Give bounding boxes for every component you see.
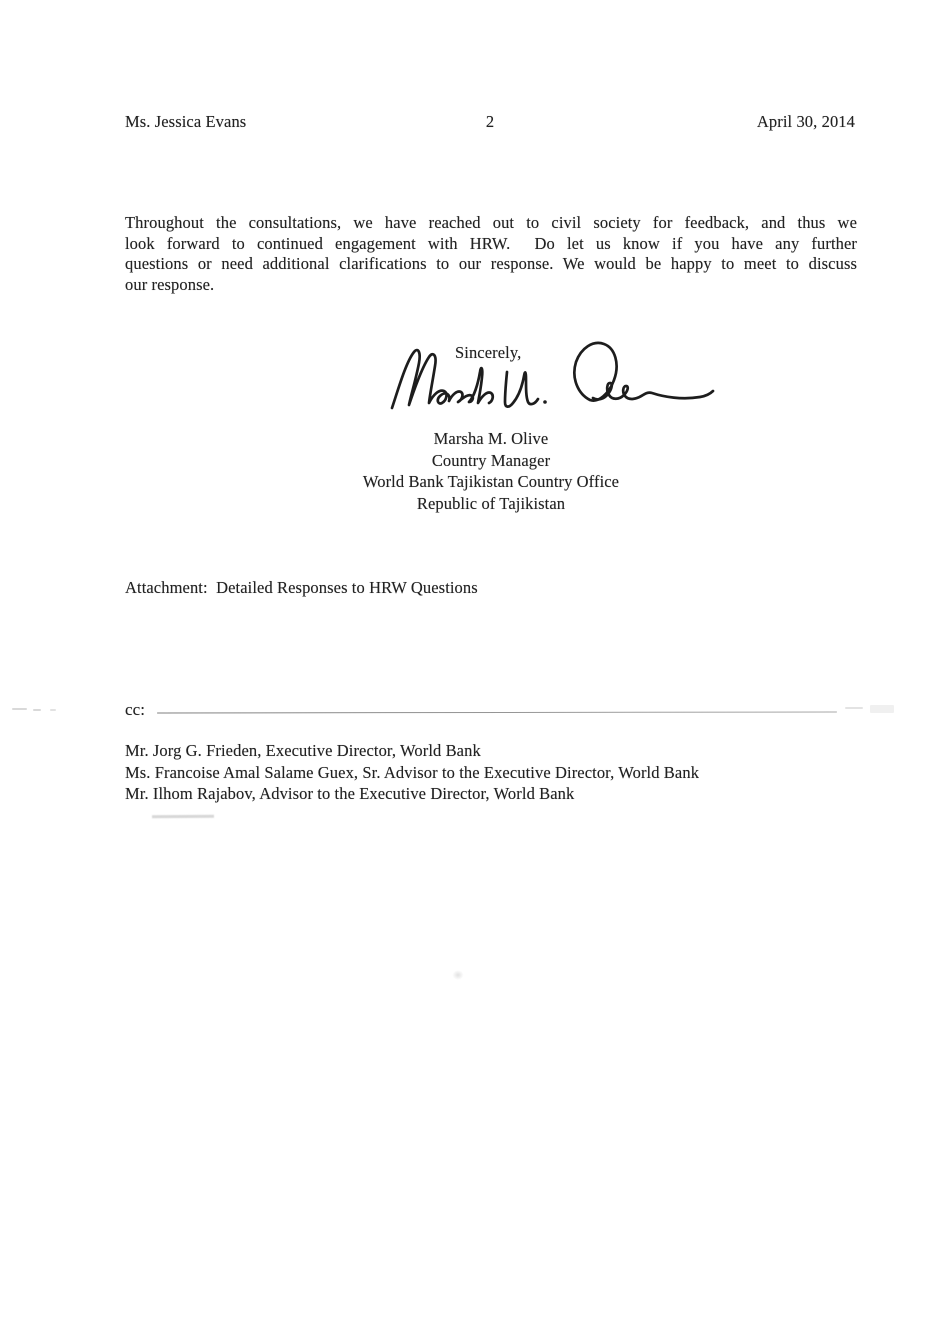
cc-recipient: Mr. Ilhom Rajabov, Advisor to the Executive Director, World Bank	[125, 784, 575, 804]
signer-office: World Bank Tajikistan Country Office	[362, 472, 620, 492]
cc-recipient: Mr. Jorg G. Frieden, Executive Director, World Bank	[125, 741, 481, 760]
attachment-line: Attachment: Detailed Responses to HRW Questions	[125, 578, 478, 597]
signer-title: Country Manager	[431, 450, 551, 470]
scan-artifact-left	[12, 708, 27, 710]
scan-artifact-left	[50, 709, 56, 711]
scan-speck	[450, 968, 466, 982]
body-paragraph	[125, 213, 857, 295]
body-line-2: look forward to continued engagement with HRW. Do let us know if you have any further	[125, 233, 857, 253]
closing-salutation: Sincerely,	[455, 343, 522, 362]
scan-artifact-left	[33, 709, 41, 711]
cc-horizontal-rule	[157, 712, 837, 714]
signature-block	[325, 428, 657, 514]
body-line-1: Throughout the consultations, we have reached out to civil society for feedback, and thus we	[125, 213, 857, 232]
page-header	[125, 112, 855, 134]
signer-name: Marsha M. Olive	[433, 429, 549, 448]
cc-recipient-list	[125, 740, 885, 805]
handwritten-signature	[388, 340, 718, 424]
scan-artifact-right	[845, 707, 863, 709]
body-line-3: questions or need additional clarifications to our response. We would be happy to meet to discuss	[125, 254, 857, 274]
header-recipient-name: Ms. Jessica Evans	[125, 112, 247, 131]
cc-label: cc:	[125, 700, 146, 719]
body-line-4: our response.	[125, 274, 215, 294]
page-number: 2	[485, 112, 495, 131]
scan-artifact-right	[870, 705, 894, 713]
cc-recipient: Ms. Francoise Amal Salame Guex, Sr. Advisor to the Executive Director, World Bank	[125, 762, 700, 782]
scan-smudge	[152, 815, 214, 818]
signer-location: Republic of Tajikistan	[416, 493, 566, 513]
header-date: April 30, 2014	[756, 112, 855, 131]
